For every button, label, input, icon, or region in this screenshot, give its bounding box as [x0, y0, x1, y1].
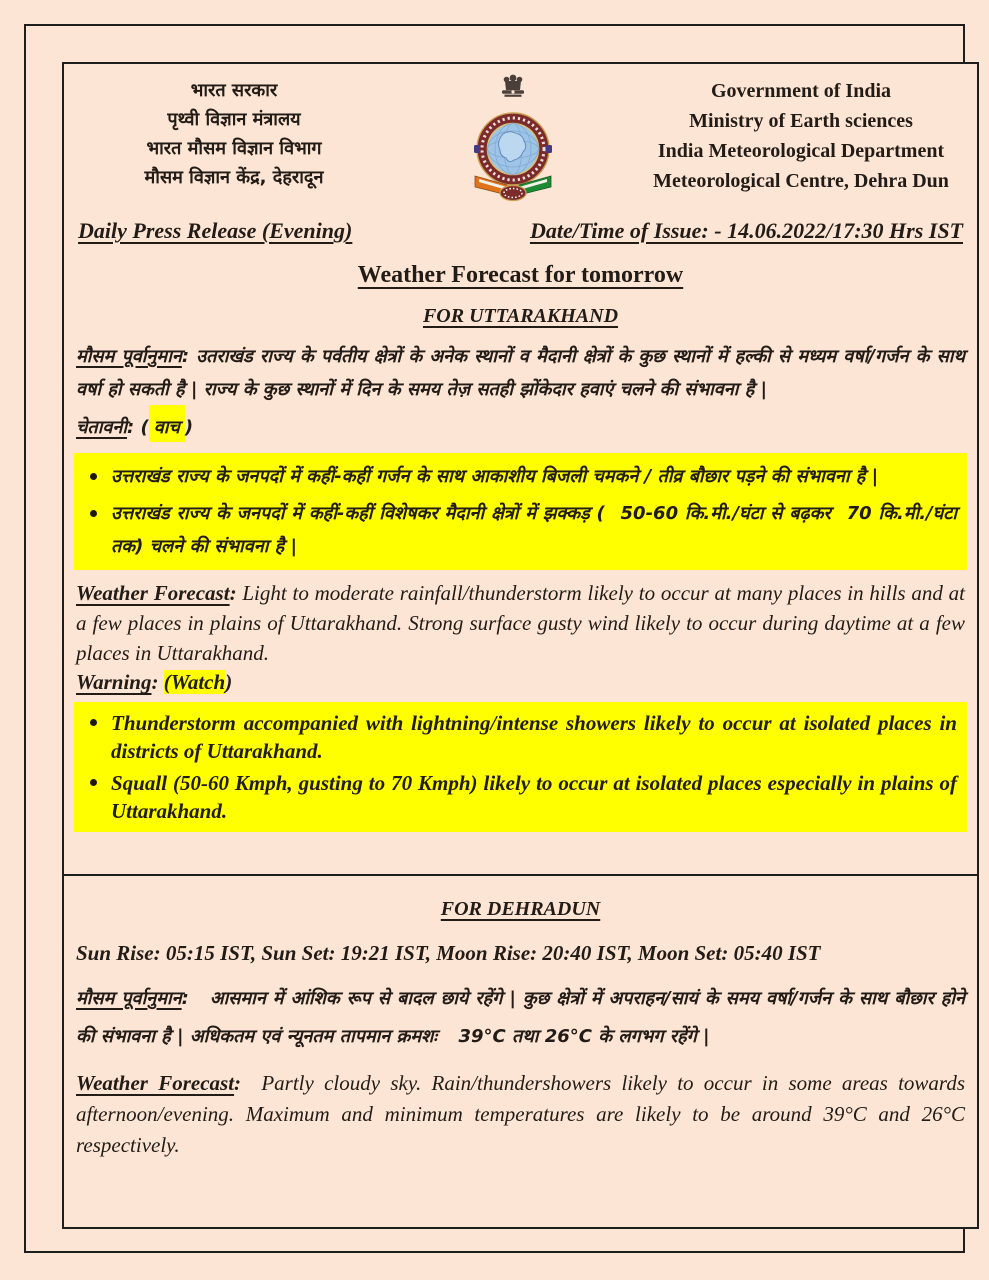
org-name-hindi — [84, 72, 384, 192]
bullet-icon — [90, 779, 97, 786]
dehradun-english-forecast: Weather Forecast: Partly cloudy sky. Rain/thundershowers likely to occur in some areas towards afternoon/evening. Maximum and minimum temperatures are likely to be around 39°C and 26°C respectively. — [76, 1071, 965, 1157]
warning-item: उत्तराखंड राज्य के जनपदों में कहीं-कहीं विशेषकर मैदानी क्षेत्रों में झक्कड़ ( 50-60 कि.मी./घंटा से बढ़कर 70 कि.मी./घंटा तक) चलने की संभावना है | — [80, 497, 957, 563]
dehradun-section — [64, 876, 977, 1227]
bullet-icon — [90, 719, 97, 726]
org-hindi-line: भारत मौसम विज्ञान विभाग — [146, 138, 322, 159]
english-warning-list — [74, 702, 967, 832]
org-name-english — [641, 72, 961, 196]
org-english-line: Government of India — [711, 80, 891, 102]
org-english-line: Meteorological Centre, Dehra Dun — [653, 170, 949, 192]
uttarakhand-english-forecast: Weather Forecast: Light to moderate rainfall/thunderstorm likely to occur at many places in hills and at a few places in plains of Uttarakhand. Strong surface gusty wind likely to occur during daytime at a few places in Uttarakhand. — [76, 581, 965, 665]
org-english-line: India Meteorological Department — [657, 140, 945, 162]
section-title-dehradun: FOR DEHRADUN — [440, 898, 601, 920]
english-forecast-text: Partly cloudy sky. Rain/thundershowers likely to occur in some areas towards afternoon/evening. Maximum and minimum temperatures are likely to be around 39°C and 26°C respectively. — [76, 1071, 965, 1157]
hindi-forecast-label: मौसम पूर्वानुमान — [76, 988, 182, 1009]
hindi-warning-line: चेतावनी: ( वाच ) — [76, 409, 965, 447]
hindi-forecast-text: आसमान में आंशिक रूप से बादल छाये रहेंगे | कुछ क्षेत्रों में अपराहन/सायं के समय वर्षा/गर्जन के साथ बौछार होने की संभावना है | अधिकतम एवं न्यूनतम तापमान क्रमशः 39°C तथा 26°C के लगभग रहेंगे | — [76, 988, 965, 1047]
uttarakhand-hindi-forecast — [76, 340, 965, 406]
release-title: Daily Press Release (Evening) — [78, 218, 353, 243]
bullet-icon — [90, 473, 97, 480]
hindi-warning-list — [74, 453, 967, 570]
hindi-warning-label: चेतावनी — [76, 417, 128, 438]
watch-highlight-english: (Watch — [163, 670, 226, 694]
watch-highlight-hindi: वाच — [149, 405, 185, 442]
press-release-row — [76, 218, 965, 244]
hindi-forecast-label: मौसम पूर्वानुमान — [76, 346, 182, 367]
org-hindi-line: पृथ्वी विज्ञान मंत्रालय — [167, 109, 301, 130]
org-hindi-line: भारत सरकार — [190, 80, 278, 101]
page-title: Weather Forecast for tomorrow — [357, 262, 684, 288]
issue-datetime: Date/Time of Issue: - 14.06.2022/17:30 Hrs IST — [529, 218, 963, 243]
sun-moon-times: Sun Rise: 05:15 IST, Sun Set: 19:21 IST, Moon Rise: 20:40 IST, Moon Set: 05:40 IST — [76, 941, 821, 965]
hindi-forecast-text: उतराखंड राज्य के पर्वतीय क्षेत्रों के अनेक स्थानों व मैदानी क्षेत्रों के कुछ स्थानों में हल्की से मध्यम वर्षा/गर्जन के साथ वर्षा हो सकती है | राज्य के कुछ स्थानों में दिन के समय तेज़ सतही झोंकेदार हवाएं चलने की संभावना है | — [76, 346, 965, 400]
english-warning-line: Warning: (Watch) — [76, 670, 233, 694]
english-forecast-label: Weather Forecast — [76, 581, 230, 605]
warning-item: Thunderstorm accompanied with lightning/intense showers likely to occur at isolated places in districts of Uttarakhand. — [80, 709, 957, 765]
english-forecast-text: Light to moderate rainfall/thunderstorm likely to occur at many places in hills and at a few places in plains of Uttarakhand. Strong surface gusty wind likely to occur during daytime at a few places in Uttarakhand. — [76, 581, 965, 665]
warning-item: उत्तराखंड राज्य के जनपदों में कहीं-कहीं गर्जन के साथ आकाशीय बिजली चमकने / तीव्र बौछार पड़ने की संभावना है | — [80, 460, 957, 493]
english-warning-label: Warning — [76, 670, 152, 694]
uttarakhand-section — [64, 64, 977, 876]
section-title-uttarakhand: FOR UTTARAKHAND — [422, 305, 619, 327]
inner-border — [62, 62, 979, 1229]
bullet-icon — [90, 510, 97, 517]
imd-logo — [463, 72, 563, 206]
dehradun-hindi-forecast: मौसम पूर्वानुमान: आसमान में आंशिक रूप से बादल छाये रहेंगे | कुछ क्षेत्रों में अपराहन/सायं के समय वर्षा/गर्जन के साथ बौछार होने की संभावना है | अधिकतम एवं न्यूनतम तापमान क्रमशः 39°C तथा 26°C के लगभग रहेंगे | — [76, 988, 965, 1047]
letterhead — [76, 70, 965, 206]
outer-border — [24, 24, 965, 1253]
english-forecast-label: Weather Forecast — [76, 1071, 235, 1095]
org-english-line: Ministry of Earth sciences — [689, 110, 913, 132]
org-hindi-line: मौसम विज्ञान केंद्र, देहरादून — [144, 167, 324, 188]
warning-item: Squall (50-60 Kmph, gusting to 70 Kmph) likely to occur at isolated places especially in plains of Uttarakhand. — [80, 769, 957, 825]
colon: : — [181, 346, 190, 367]
imd-emblem-icon — [465, 72, 561, 206]
